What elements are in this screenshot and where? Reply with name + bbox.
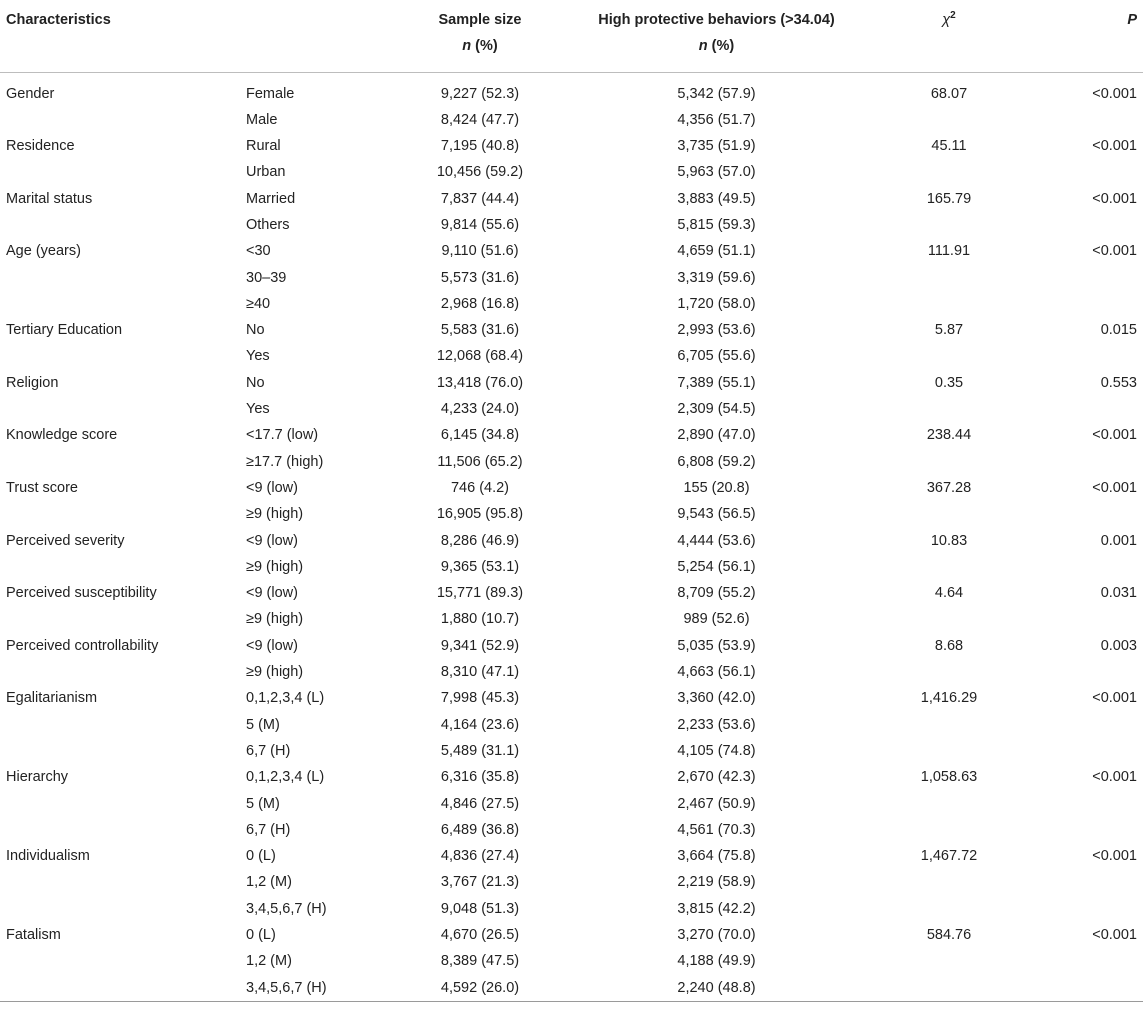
cell-chi-square	[859, 554, 1039, 580]
cell-p-value: <0.001	[1092, 190, 1137, 207]
cell-characteristic	[0, 159, 246, 185]
cell-high-protective: 2,219 (58.9)	[677, 874, 756, 891]
cell-sample-size: 6,145 (34.8)	[440, 427, 520, 444]
cell-p-value: 0.003	[1100, 637, 1137, 654]
cell-high-protective: 5,035 (53.9)	[677, 637, 756, 654]
cell-p-value	[1039, 107, 1143, 133]
header-sample-size: Sample size n (%)	[438, 12, 522, 54]
table-row	[0, 72, 1143, 107]
table-row	[0, 343, 1143, 369]
cell-sample-size: 9,227 (52.3)	[440, 85, 520, 102]
cell-subcategory: ≥40	[246, 295, 271, 312]
cell-sample-size: 4,670 (26.5)	[440, 927, 520, 943]
cell-sample-size: 5,489 (31.1)	[440, 742, 520, 759]
cell-sample-size: 4,164 (23.6)	[440, 716, 520, 733]
cell-chi-square: 1,416.29	[920, 690, 978, 707]
cell-chi-square	[859, 948, 1039, 974]
cell-chi-square: 45.11	[931, 138, 967, 155]
cell-chi-square: 1,058.63	[920, 769, 978, 786]
cell-high-protective: 1,720 (58.0)	[677, 295, 756, 312]
cell-subcategory: ≥9 (high)	[246, 664, 304, 681]
cell-subcategory: ≥9 (high)	[246, 558, 304, 575]
cell-chi-square: 8.68	[934, 637, 964, 654]
table-row	[0, 712, 1143, 738]
cell-subcategory: <9 (low)	[246, 637, 298, 654]
cell-p-value	[1039, 265, 1143, 291]
table-row	[0, 869, 1143, 895]
cell-high-protective: 3,360 (42.0)	[677, 690, 756, 707]
cell-subcategory: Urban	[246, 164, 286, 181]
table-row	[0, 896, 1143, 922]
table-row	[0, 422, 1143, 448]
cell-chi-square	[859, 712, 1039, 738]
table-row	[0, 186, 1143, 212]
table-row	[0, 659, 1143, 685]
cell-sample-size: 7,837 (44.4)	[440, 190, 520, 207]
cell-sample-size: 7,998 (45.3)	[440, 690, 520, 707]
cell-sample-size: 8,310 (47.1)	[440, 664, 520, 681]
cell-subcategory: Female	[246, 85, 295, 102]
table-row	[0, 843, 1143, 869]
cell-chi-square: 68.07	[930, 85, 968, 102]
cell-sample-size: 12,068 (68.4)	[436, 348, 524, 365]
cell-characteristic: Perceived severity	[6, 532, 125, 549]
cell-characteristic	[0, 896, 246, 922]
cell-p-value: <0.001	[1092, 927, 1137, 943]
cell-sample-size: 4,233 (24.0)	[440, 401, 520, 418]
cell-high-protective: 2,467 (50.9)	[677, 795, 756, 812]
cell-p-value	[1039, 791, 1143, 817]
cell-chi-square	[859, 343, 1039, 369]
cell-chi-square	[859, 501, 1039, 527]
table-row	[0, 554, 1143, 580]
header-characteristics: Characteristics	[6, 12, 111, 28]
cell-characteristic: Fatalism	[6, 927, 61, 943]
cell-sample-size: 4,592 (26.0)	[386, 975, 574, 1002]
table-row	[0, 475, 1143, 501]
cell-high-protective: 989 (52.6)	[683, 611, 750, 628]
cell-high-protective: 2,240 (48.8)	[574, 975, 859, 1002]
cell-high-protective: 155 (20.8)	[683, 479, 750, 496]
cell-high-protective: 3,664 (75.8)	[677, 848, 756, 865]
table-row	[0, 633, 1143, 659]
cell-subcategory: 0,1,2,3,4 (L)	[246, 769, 325, 786]
cell-sample-size: 15,771 (89.3)	[436, 585, 524, 602]
cell-p-value	[1039, 817, 1143, 843]
cell-p-value	[1039, 291, 1143, 317]
cell-characteristic	[0, 659, 246, 685]
cell-sample-size: 11,506 (65.2)	[437, 453, 523, 470]
cell-high-protective: 5,815 (59.3)	[677, 216, 756, 233]
cell-p-value	[1039, 659, 1143, 685]
cell-sample-size: 10,456 (59.2)	[436, 164, 524, 181]
table-row	[0, 606, 1143, 632]
table-row	[0, 922, 1143, 948]
cell-characteristic: Knowledge score	[6, 427, 118, 444]
cell-p-value: 0.553	[1100, 374, 1137, 391]
cell-high-protective: 2,993 (53.6)	[677, 322, 756, 339]
cell-chi-square: 238.44	[926, 427, 972, 444]
cell-subcategory: ≥9 (high)	[246, 506, 304, 523]
cell-high-protective: 7,389 (55.1)	[677, 374, 756, 391]
table-row	[0, 738, 1143, 764]
cell-characteristic: Hierarchy	[6, 769, 69, 786]
cell-chi-square	[859, 396, 1039, 422]
cell-high-protective: 3,319 (59.6)	[677, 269, 756, 286]
cell-subcategory: 0 (L)	[246, 848, 276, 865]
table-row	[0, 291, 1143, 317]
cell-sample-size: 5,573 (31.6)	[440, 269, 520, 286]
cell-p-value: <0.001	[1092, 848, 1137, 865]
cell-high-protective: 5,963 (57.0)	[677, 164, 756, 181]
table-row	[0, 817, 1143, 843]
table-row	[0, 133, 1143, 159]
cell-subcategory: 3,4,5,6,7 (H)	[246, 975, 386, 1002]
cell-p-value: <0.001	[1092, 769, 1137, 786]
cell-chi-square	[859, 291, 1039, 317]
cell-high-protective: 2,309 (54.5)	[677, 401, 756, 418]
cell-p-value	[1039, 606, 1143, 632]
cell-chi-square: 584.76	[926, 927, 972, 943]
cell-characteristic: Tertiary Education	[6, 322, 123, 339]
cell-sample-size: 9,110 (51.6)	[441, 243, 519, 260]
cell-subcategory: 5 (M)	[246, 716, 280, 733]
cell-subcategory: No	[246, 322, 265, 339]
cell-characteristic	[0, 265, 246, 291]
cell-characteristic: Perceived controllability	[6, 637, 159, 654]
cell-chi-square	[859, 659, 1039, 685]
table-row	[0, 317, 1143, 343]
cell-high-protective: 4,188 (49.9)	[677, 953, 756, 970]
cell-chi-square	[859, 817, 1039, 843]
cell-characteristic	[0, 343, 246, 369]
cell-chi-square	[859, 738, 1039, 764]
cell-chi-square: 165.79	[926, 190, 972, 207]
cell-sample-size: 9,814 (55.6)	[440, 216, 520, 233]
cell-characteristic: Marital status	[6, 190, 93, 207]
cell-p-value	[1039, 738, 1143, 764]
cell-characteristic	[0, 948, 246, 974]
header-high-protective-behaviors: High protective behaviors (>34.04) n (%)	[598, 12, 835, 54]
cell-chi-square: 4.64	[934, 585, 964, 602]
cell-sample-size: 4,846 (27.5)	[440, 795, 520, 812]
table-row	[0, 449, 1143, 475]
table-row	[0, 396, 1143, 422]
cell-subcategory: Male	[246, 111, 278, 128]
cell-characteristic	[0, 107, 246, 133]
cell-sample-size: 746 (4.2)	[450, 479, 510, 496]
cell-high-protective: 4,663 (56.1)	[677, 664, 756, 681]
cell-sample-size: 2,968 (16.8)	[440, 295, 520, 312]
table-row	[0, 791, 1143, 817]
cell-high-protective: 3,270 (70.0)	[677, 927, 756, 943]
cell-sample-size: 13,418 (76.0)	[436, 374, 524, 391]
cell-subcategory: 0,1,2,3,4 (L)	[246, 690, 325, 707]
cell-chi-square	[859, 975, 1039, 1002]
cell-high-protective: 8,709 (55.2)	[677, 585, 756, 602]
cell-high-protective: 4,659 (51.1)	[677, 243, 756, 260]
cell-chi-square	[859, 159, 1039, 185]
cell-chi-square	[859, 449, 1039, 475]
cell-high-protective: 4,356 (51.7)	[677, 111, 756, 128]
cell-characteristic: Gender	[6, 85, 55, 102]
cell-chi-square	[859, 265, 1039, 291]
table-row	[0, 159, 1143, 185]
cell-p-value	[1039, 869, 1143, 895]
cell-subcategory: ≥17.7 (high)	[246, 453, 324, 470]
cell-chi-square: 0.35	[934, 374, 964, 391]
cell-sample-size: 9,048 (51.3)	[440, 900, 520, 917]
table-row	[0, 238, 1143, 264]
cell-sample-size: 16,905 (95.8)	[436, 506, 524, 523]
cell-p-value: <0.001	[1092, 243, 1137, 260]
cell-characteristic	[0, 791, 246, 817]
cell-characteristic	[0, 291, 246, 317]
cell-subcategory: 6,7 (H)	[246, 742, 291, 759]
cell-high-protective: 3,883 (49.5)	[677, 190, 756, 207]
cell-subcategory: No	[246, 374, 265, 391]
cell-chi-square	[859, 869, 1039, 895]
header-p-value: P	[1127, 12, 1137, 28]
cell-p-value	[1039, 159, 1143, 185]
cell-subcategory: Married	[246, 190, 296, 207]
cell-p-value: <0.001	[1092, 138, 1137, 155]
cell-high-protective: 4,444 (53.6)	[677, 532, 756, 549]
cell-characteristic	[0, 449, 246, 475]
cell-p-value: 0.001	[1100, 532, 1137, 549]
cell-p-value	[1039, 212, 1143, 238]
table-row	[0, 528, 1143, 554]
cell-p-value	[1039, 975, 1143, 1002]
cell-sample-size: 6,316 (35.8)	[440, 769, 520, 786]
cell-sample-size: 9,365 (53.1)	[440, 558, 520, 575]
cell-chi-square	[859, 212, 1039, 238]
cell-subcategory: Yes	[246, 348, 270, 365]
cell-chi-square: 10.83	[930, 532, 968, 549]
cell-characteristic	[0, 554, 246, 580]
cell-sample-size: 6,489 (36.8)	[440, 821, 520, 838]
cell-sample-size: 1,880 (10.7)	[440, 611, 520, 628]
cell-characteristic	[0, 501, 246, 527]
cell-characteristic: Age (years)	[6, 243, 81, 260]
cell-sample-size: 8,286 (46.9)	[440, 532, 520, 549]
cell-p-value: <0.001	[1092, 479, 1137, 496]
cell-high-protective: 5,254 (56.1)	[677, 558, 756, 575]
table-row	[0, 212, 1143, 238]
cell-p-value	[1039, 343, 1143, 369]
cell-subcategory: <9 (low)	[246, 585, 298, 602]
cell-high-protective: 6,705 (55.6)	[677, 348, 756, 365]
cell-subcategory: <17.7 (low)	[246, 427, 319, 444]
cell-chi-square	[859, 896, 1039, 922]
cell-characteristic: Residence	[6, 138, 75, 155]
cell-high-protective: 2,670 (42.3)	[677, 769, 756, 786]
cell-p-value: <0.001	[1092, 85, 1137, 102]
cell-chi-square	[859, 606, 1039, 632]
cell-subcategory: <30	[246, 243, 271, 260]
cell-characteristic	[0, 712, 246, 738]
cell-p-value	[1039, 712, 1143, 738]
table-row	[0, 948, 1143, 974]
cell-high-protective: 2,890 (47.0)	[677, 427, 756, 444]
cell-p-value	[1039, 396, 1143, 422]
cell-p-value	[1039, 896, 1143, 922]
cell-sample-size: 9,341 (52.9)	[440, 637, 520, 654]
cell-characteristic: Individualism	[6, 848, 90, 865]
cell-characteristic: Perceived susceptibility	[6, 585, 157, 602]
table-body	[0, 72, 1143, 1001]
cell-p-value	[1039, 554, 1143, 580]
cell-characteristic	[0, 975, 246, 1002]
table-row	[0, 370, 1143, 396]
cell-high-protective: 2,233 (53.6)	[677, 716, 756, 733]
cell-characteristic	[0, 606, 246, 632]
cell-sample-size: 4,836 (27.4)	[440, 848, 520, 865]
table-row	[0, 580, 1143, 606]
cell-subcategory: <9 (low)	[246, 479, 298, 496]
cell-subcategory: 0 (L)	[246, 927, 276, 943]
cell-high-protective: 3,815 (42.2)	[677, 900, 756, 917]
cell-subcategory: 3,4,5,6,7 (H)	[246, 900, 327, 917]
cell-high-protective: 3,735 (51.9)	[677, 138, 756, 155]
header-chi-square: $\chi^2$	[942, 10, 956, 28]
cell-subcategory: 1,2 (M)	[246, 874, 292, 891]
cell-characteristic	[0, 738, 246, 764]
cell-high-protective: 6,808 (59.2)	[677, 453, 756, 470]
cell-sample-size: 7,195 (40.8)	[440, 138, 520, 155]
cell-characteristic	[0, 817, 246, 843]
cell-chi-square: 5.87	[934, 322, 964, 339]
cell-subcategory: <9 (low)	[246, 532, 298, 549]
cell-subcategory: Rural	[246, 138, 281, 155]
cell-chi-square: 1,467.72	[920, 848, 978, 865]
cell-characteristic: Religion	[6, 374, 59, 391]
cell-characteristic: Egalitarianism	[6, 690, 98, 707]
table-row	[0, 764, 1143, 790]
table-row	[0, 685, 1143, 711]
table-row	[0, 265, 1143, 291]
cell-subcategory: 6,7 (H)	[246, 821, 291, 838]
cell-characteristic	[0, 212, 246, 238]
cell-high-protective: 4,561 (70.3)	[677, 821, 756, 838]
cell-chi-square: 367.28	[926, 479, 972, 496]
cell-chi-square	[859, 107, 1039, 133]
cell-sample-size: 8,389 (47.5)	[440, 953, 520, 970]
cell-p-value	[1039, 449, 1143, 475]
cell-characteristic	[0, 869, 246, 895]
table-row	[0, 975, 1143, 1002]
cell-subcategory: 30–39	[246, 269, 287, 286]
cell-p-value: 0.015	[1100, 322, 1137, 339]
cell-high-protective: 5,342 (57.9)	[677, 85, 756, 102]
cell-p-value	[1039, 501, 1143, 527]
cell-sample-size: 8,424 (47.7)	[440, 111, 520, 128]
cell-subcategory: Yes	[246, 401, 270, 418]
cell-sample-size: 3,767 (21.3)	[440, 874, 520, 891]
table-header	[0, 0, 1143, 72]
cell-p-value	[1039, 948, 1143, 974]
table-row	[0, 501, 1143, 527]
cell-sample-size: 5,583 (31.6)	[440, 322, 520, 339]
cell-characteristic: Trust score	[6, 479, 78, 496]
cell-characteristic	[0, 396, 246, 422]
cell-p-value: <0.001	[1092, 690, 1137, 707]
cell-p-value: <0.001	[1092, 427, 1137, 444]
cell-chi-square	[859, 791, 1039, 817]
cell-subcategory: 1,2 (M)	[246, 953, 292, 970]
cell-high-protective: 9,543 (56.5)	[677, 506, 756, 523]
cell-subcategory: Others	[246, 216, 290, 233]
header-subcategory	[246, 0, 386, 72]
cell-high-protective: 4,105 (74.8)	[677, 742, 756, 759]
table-row	[0, 107, 1143, 133]
cell-subcategory: 5 (M)	[246, 795, 280, 812]
cell-p-value: 0.031	[1100, 585, 1137, 602]
cell-chi-square: 111.91	[927, 243, 971, 260]
cell-subcategory: ≥9 (high)	[246, 611, 304, 628]
